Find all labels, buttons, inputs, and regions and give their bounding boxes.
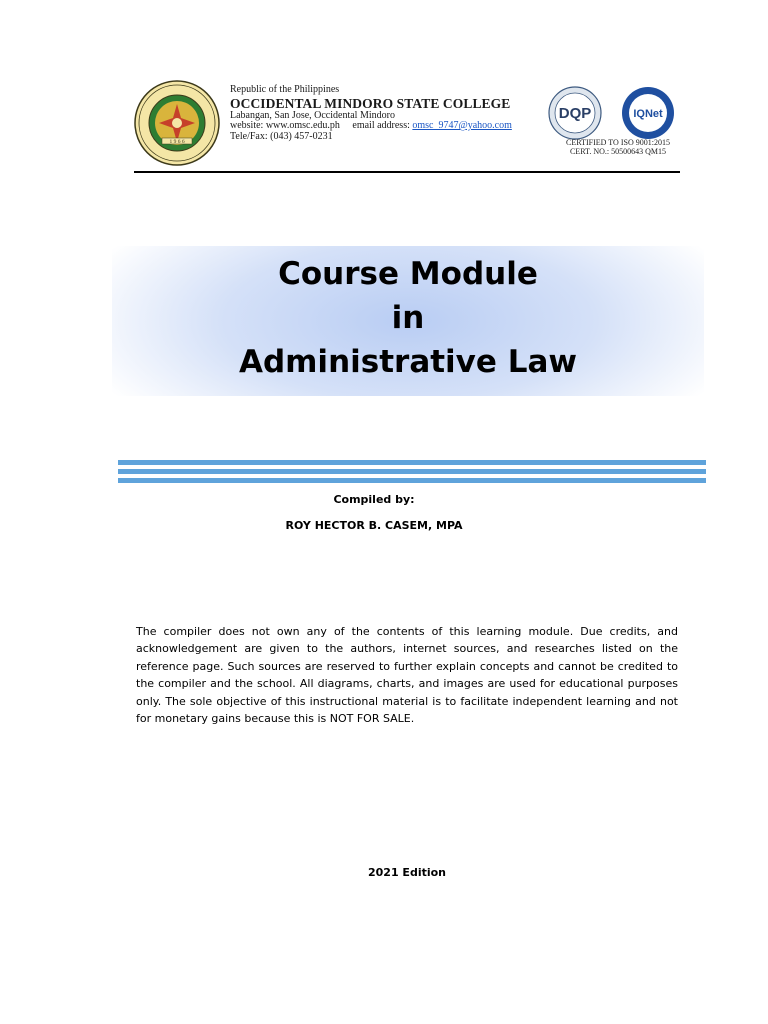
cert-number-line: CERT. NO.: 50500643 QM15 (569, 147, 667, 156)
certification-text (562, 138, 674, 156)
stripe (118, 478, 706, 483)
decorative-stripes (118, 460, 706, 484)
dqp-certification-logo (549, 87, 601, 139)
letterhead (230, 85, 512, 142)
contact-line (230, 121, 512, 132)
seal-year: 1 9 6 6 (169, 139, 185, 145)
disclaimer-paragraph: The compiler does not own any of the contents of this learning module. Due credits, and acknowledgement are given to the authors, internet sources, and researches listed on the reference page. Such sources are reserved to further explain concepts and cannot be credited to the compiler and the school. All diagrams, charts, and images are used for educational purposes only. The sole objective of this instructional material is to facilitate independent learning and not for monetary gains because this is NOT FOR SALE. (136, 625, 678, 726)
header-divider (134, 171, 680, 173)
compiler-name: ROY HECTOR B. CASEM, MPA (285, 519, 463, 532)
address-text: Labangan, San Jose, Occidental Mindoro (230, 109, 395, 121)
module-title (112, 252, 704, 384)
svg-text:IQNet: IQNet (633, 108, 663, 120)
telefax-text: Tele/Fax: (043) 457-0231 (230, 130, 333, 142)
institution-name: OCCIDENTAL MINDORO STATE COLLEGE (230, 95, 511, 111)
email-link[interactable]: omsc_9747@yahoo.com (412, 120, 512, 131)
svg-text:DQP: DQP (558, 105, 592, 122)
title-line-1: Course Module (278, 256, 538, 292)
iqnet-certification-logo (622, 87, 674, 139)
website-text: website: www.omsc.edu.ph (230, 120, 340, 131)
edition-label: 2021 Edition (367, 866, 447, 879)
title-line-3: Administrative Law (238, 344, 578, 380)
iso-cert-line: CERTIFIED TO ISO 9001:2015 (566, 138, 670, 147)
certification-logos (542, 86, 682, 140)
stripe (118, 469, 706, 474)
email-label: email address: (352, 120, 410, 131)
stripe (118, 460, 706, 465)
omsc-seal-icon (134, 80, 220, 166)
title-line-2: in (391, 300, 425, 336)
country-text: Republic of the Philippines (230, 84, 340, 95)
compiled-by-label: Compiled by: (333, 493, 415, 506)
